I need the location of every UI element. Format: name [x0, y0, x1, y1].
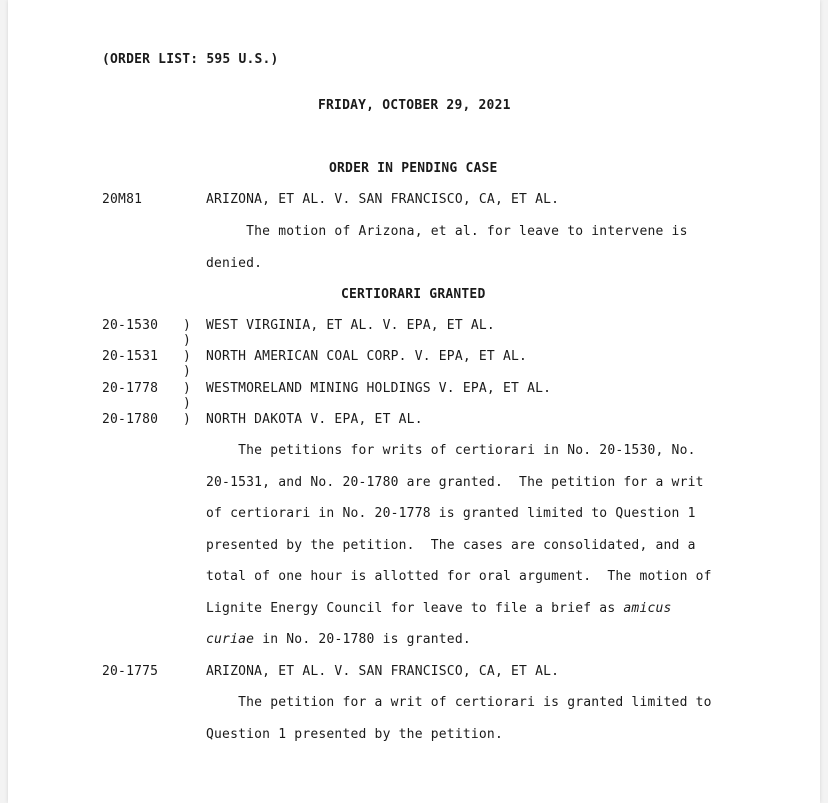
- docket-number: 20-1778: [102, 381, 159, 396]
- document-page: [8, 0, 820, 803]
- case-caption: ARIZONA, ET AL. V. SAN FRANCISCO, CA, ET AL.: [206, 192, 560, 207]
- docket-number: 20M81: [102, 192, 143, 207]
- case-caption: WESTMORELAND MINING HOLDINGS V. EPA, ET AL.: [206, 381, 552, 396]
- bracket-paren: ): [183, 364, 192, 379]
- body-line: 20-1531, and No. 20-1780 are granted. The petition for a writ: [206, 475, 704, 490]
- body-line: presented by the petition. The cases are consolidated, and a: [206, 538, 696, 553]
- bracket-paren: ): [183, 318, 192, 333]
- docket-number: 20-1780: [102, 412, 159, 427]
- body-line: denied.: [206, 256, 263, 271]
- case-caption: NORTH DAKOTA V. EPA, ET AL.: [206, 412, 423, 427]
- case-caption: WEST VIRGINIA, ET AL. V. EPA, ET AL.: [206, 318, 495, 333]
- body-line: The petitions for writs of certiorari in No. 20-1530, No.: [206, 443, 696, 458]
- bracket-paren: ): [183, 381, 192, 396]
- body-line: The petition for a writ of certiorari is granted limited to: [206, 695, 712, 710]
- docket-number: 20-1531: [102, 349, 159, 364]
- body-line-text: Lignite Energy Council for leave to file a brief as: [206, 601, 624, 616]
- bracket-paren: ): [183, 396, 192, 411]
- body-line: total of one hour is allotted for oral argument. The motion of: [206, 569, 712, 584]
- order-list-header: (ORDER LIST: 595 U.S.): [102, 52, 279, 67]
- case-caption: NORTH AMERICAN COAL CORP. V. EPA, ET AL.: [206, 349, 528, 364]
- body-line: Question 1 presented by the petition.: [206, 727, 503, 742]
- section-heading-certiorari: CERTIORARI GRANTED: [341, 287, 486, 302]
- bracket-paren: ): [183, 333, 192, 348]
- body-line: of certiorari in No. 20-1778 is granted limited to Question 1: [206, 506, 696, 521]
- body-line: The motion of Arizona, et al. for leave to intervene is: [206, 224, 688, 239]
- docket-number: 20-1530: [102, 318, 159, 333]
- body-line-amicus: [206, 601, 672, 617]
- order-date: FRIDAY, OCTOBER 29, 2021: [318, 98, 511, 113]
- body-line-curiae: [206, 632, 471, 648]
- case-caption: ARIZONA, ET AL. V. SAN FRANCISCO, CA, ET AL.: [206, 664, 560, 679]
- bracket-paren: ): [183, 349, 192, 364]
- bracket-paren: ): [183, 412, 192, 427]
- body-line-text: in No. 20-1780 is granted.: [254, 632, 471, 647]
- docket-number: 20-1775: [102, 664, 159, 679]
- section-heading-pending: ORDER IN PENDING CASE: [329, 161, 498, 176]
- amicus-italic: amicus: [623, 601, 672, 616]
- curiae-italic: curiae: [206, 632, 255, 647]
